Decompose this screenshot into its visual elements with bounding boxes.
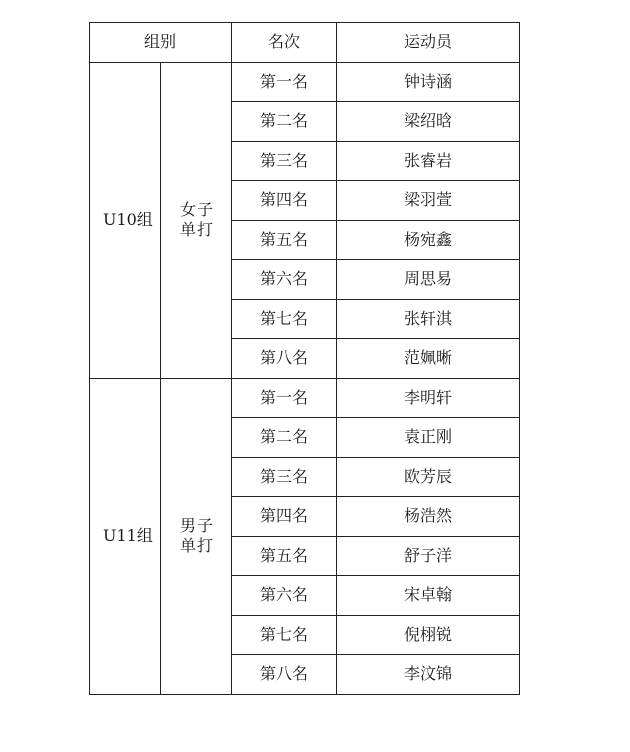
rank-cell: 第二名 (232, 418, 337, 458)
header-rank: 名次 (232, 23, 337, 63)
athlete-cell: 杨浩然 (337, 497, 520, 537)
athlete-cell: 舒子洋 (337, 536, 520, 576)
rank-cell: 第一名 (232, 62, 337, 102)
rank-cell: 第五名 (232, 536, 337, 576)
athlete-cell: 宋卓翰 (337, 576, 520, 616)
athlete-cell: 杨宛鑫 (337, 220, 520, 260)
rank-cell: 第三名 (232, 141, 337, 181)
rank-cell: 第四名 (232, 497, 337, 537)
rank-cell: 第六名 (232, 260, 337, 300)
athlete-cell: 张轩淇 (337, 299, 520, 339)
rank-cell: 第六名 (232, 576, 337, 616)
group-cell: U11组 (90, 378, 161, 694)
athlete-cell: 李明轩 (337, 378, 520, 418)
athlete-cell: 周思易 (337, 260, 520, 300)
athlete-cell: 袁正刚 (337, 418, 520, 458)
header-athlete: 运动员 (337, 23, 520, 63)
table-row (90, 378, 520, 418)
event-label-line: 单打 (180, 220, 215, 239)
rank-cell: 第二名 (232, 102, 337, 142)
event-label-line: 男子 (180, 516, 215, 535)
athlete-cell: 欧芳辰 (337, 457, 520, 497)
table-row (90, 62, 520, 102)
athlete-cell: 梁绍晗 (337, 102, 520, 142)
event-label-line: 单打 (180, 536, 215, 555)
rank-cell: 第一名 (232, 378, 337, 418)
rank-cell: 第三名 (232, 457, 337, 497)
athlete-cell: 梁羽萱 (337, 181, 520, 221)
rank-cell: 第五名 (232, 220, 337, 260)
rank-cell: 第七名 (232, 615, 337, 655)
rank-cell: 第七名 (232, 299, 337, 339)
results-table (89, 22, 520, 695)
rank-cell: 第八名 (232, 655, 337, 695)
event-cell (161, 62, 232, 378)
athlete-cell: 倪栩锐 (337, 615, 520, 655)
athlete-cell: 范姵晰 (337, 339, 520, 379)
rank-cell: 第八名 (232, 339, 337, 379)
header-row (90, 23, 520, 63)
header-group: 组别 (90, 23, 232, 63)
rank-cell: 第四名 (232, 181, 337, 221)
event-label-line: 女子 (180, 200, 215, 219)
group-cell: U10组 (90, 62, 161, 378)
results-body (90, 62, 520, 694)
athlete-cell: 钟诗涵 (337, 62, 520, 102)
athlete-cell: 李汶锦 (337, 655, 520, 695)
event-cell (161, 378, 232, 694)
athlete-cell: 张睿岩 (337, 141, 520, 181)
